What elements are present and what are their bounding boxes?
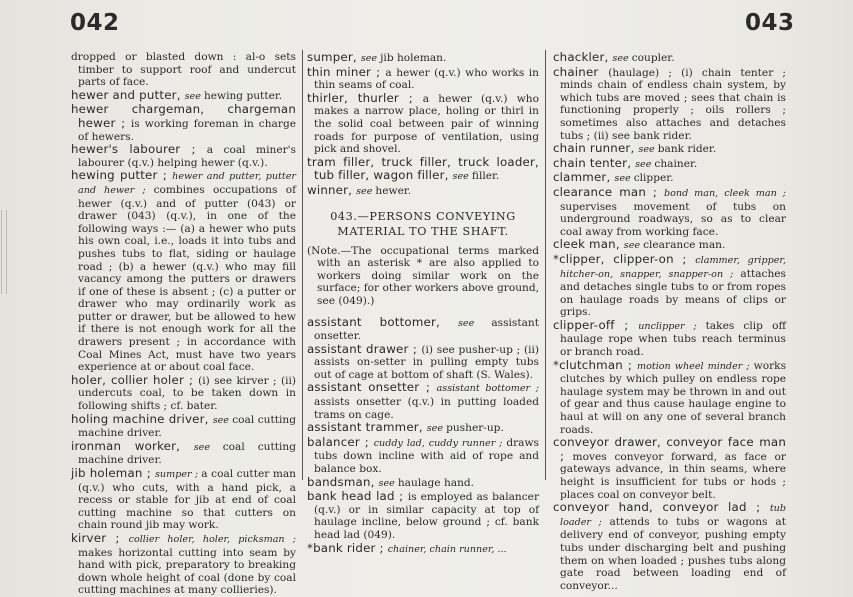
page-number-left: 042	[70, 10, 120, 36]
entry-definition: (i) see pusher-up ; (ii) assists on-setter in pulling empty tubs out of cage at bottom of shaft (S. Wales).	[314, 343, 540, 381]
entry-definition: filler.	[471, 170, 500, 183]
entry-definition: attends to tubs or wagons at delivery end of conveyor, pushing empty tubs under discharging belt and pushing them on when loaded ; pushes tubs along gate road between loading end of conveyor...	[560, 515, 786, 592]
binding-mark	[1, 210, 7, 294]
entry-term: sumper,	[307, 50, 361, 64]
dictionary-entry	[307, 436, 539, 476]
see-reference: see	[635, 158, 655, 170]
entry-definition: coal cutting machine driver.	[78, 440, 296, 467]
see-reference: see	[623, 240, 644, 252]
page-number-right: 043	[745, 10, 795, 36]
entry-term: chain tenter,	[553, 155, 636, 170]
entry-term: assistant bottomer,	[307, 314, 458, 329]
dictionary-entry	[307, 184, 539, 199]
entry-term: holer, collier holer ;	[71, 372, 199, 387]
entry-term: bandsman,	[307, 474, 379, 489]
entry-definition: clipper.	[633, 172, 674, 185]
entry-definition: (haulage) ; (i) chain tenter ; minds chain of endless chain system, by which tubs are moved ; sees that chain is functioning properly ; oils rollers ; sometimes also attaches and detaches tubs ; (ii) see bank rider.	[560, 66, 786, 142]
entry-term: *bank rider ;	[307, 540, 388, 555]
entry-definition: a hewer (q.v.) who works in thin seams of coal.	[314, 66, 539, 92]
entry-definition: pusher-up.	[446, 422, 504, 435]
entry-term: kirver ;	[71, 530, 129, 545]
see-reference: see	[452, 171, 472, 183]
column-divider	[545, 50, 546, 480]
entry-definition: makes horizontal cutting into seam by hand with pick, preparatory to breaking down whole height of coal (done by coal cutting machines at many collieries).	[78, 546, 296, 597]
dictionary-entry	[307, 316, 539, 343]
entry-term: cleek man,	[553, 237, 624, 252]
entry-term: clipper-off ;	[553, 317, 639, 332]
entry-term: clammer,	[553, 170, 615, 185]
entry-synonyms: assistant bottomer ;	[436, 383, 539, 395]
dictionary-entry	[553, 171, 786, 186]
entry-definition: coal cutting machine driver.	[78, 413, 297, 440]
entry-definition: haulage hand.	[397, 476, 475, 489]
dictionary-entry	[553, 66, 786, 143]
dictionary-entry	[553, 142, 786, 157]
entry-term: conveyor drawer, conveyor face man ;	[553, 435, 786, 463]
entry-definition: takes clip off haulage rope when tubs reach terminus or branch road.	[560, 319, 786, 359]
see-reference: see	[378, 477, 398, 489]
dictionary-entry	[71, 413, 296, 440]
dictionary-entry	[71, 89, 296, 104]
dictionary-entry	[71, 51, 296, 89]
entry-synonyms: cuddy lad, cuddy runner ;	[373, 437, 507, 449]
dictionary-entry	[71, 374, 296, 413]
entry-synonyms: unclipper ;	[638, 320, 706, 332]
entry-definition: attaches and detaches single tubs to or from ropes on haulage roads by means of clips or grips.	[560, 267, 786, 319]
dictionary-entry	[553, 186, 786, 238]
dictionary-entry	[553, 319, 786, 359]
entry-synonyms: motion wheel minder ;	[636, 360, 754, 372]
entry-definition: (i) see kirver ; (ii) undercuts coal, to be taken down in following shifts ; cf. bater.	[78, 374, 296, 413]
entry-synonyms: bond man, cleek man ;	[663, 187, 787, 199]
dictionary-entry	[553, 436, 786, 501]
entry-term: hewing putter ;	[71, 168, 173, 183]
entry-definition: chainer.	[654, 157, 698, 170]
entry-term: assistant drawer ;	[307, 341, 422, 356]
column-right	[553, 51, 786, 592]
entry-definition: jib holeman.	[380, 52, 447, 64]
entry-term: conveyor hand, conveyor lad ;	[553, 500, 770, 515]
entry-term: chain runner,	[553, 141, 639, 156]
entry-term: *clipper, clipper-on ;	[553, 251, 696, 266]
entry-term: holing machine driver,	[71, 411, 213, 426]
dictionary-entry	[553, 51, 786, 66]
dictionary-entry	[71, 143, 296, 169]
entry-definition: a coal miner's labourer (q.v.) helping hewer (q.v.).	[78, 144, 296, 169]
dictionary-entry	[307, 421, 539, 436]
dictionary-entry	[553, 359, 786, 437]
entry-definition: a hewer (q.v.) who makes a narrow place, holing or thirl in the solid coal between pair of winning roads for purpose of ventilation, using pick and shovel.	[314, 92, 539, 156]
section-title: 043.—PERSONS CONVEYING MATERIAL TO THE SHAFT.	[330, 209, 516, 238]
entry-definition: works clutches by which pulley on endless rope haulage system may be thrown in and out of gear and thus cause haulage engine to haul at will on any one of several branch roads.	[560, 359, 787, 436]
entry-term: chackler,	[553, 50, 613, 64]
entry-term: tram filler, truck filler, truck loader, tub filler, wagon filler,	[307, 154, 539, 183]
entry-definition: draws tubs down incline with aid of rope and balance box.	[314, 436, 539, 476]
see-reference: see	[426, 423, 447, 435]
entry-definition: assistant onsetter.	[314, 316, 539, 343]
dictionary-entry	[307, 92, 539, 156]
dictionary-entry	[71, 103, 296, 143]
entry-term: assistant trammer,	[307, 420, 427, 435]
entry-definition: is working foreman in charge of hewers.	[78, 117, 296, 143]
section-note: (Note.—The occupational terms marked with an asterisk * are also applied to workers doing similar work on the surface; for other workers above ground, see (049).)	[307, 244, 539, 307]
column-middle	[307, 51, 539, 556]
entry-term: assistant onsetter ;	[307, 380, 437, 395]
entry-definition: dropped or blasted down : al-o sets timber to support roof and undercut parts of face.	[71, 51, 296, 89]
dictionary-entry	[553, 238, 786, 253]
entry-term: thin miner ;	[307, 64, 386, 79]
entry-term: hewer and putter,	[71, 87, 185, 102]
entry-term: winner,	[307, 182, 357, 197]
entry-definition: supervises movement of tubs on underground roadways, so as to clear coal away from working face.	[560, 200, 786, 238]
entry-term: hewer's labourer ;	[71, 142, 207, 157]
entry-term: clearance man ;	[553, 184, 664, 199]
entry-definition: is employed as balancer (q.v.) or in similar capacity at top of haulage incline, below ground ; cf. bank head lad (049).	[314, 491, 540, 541]
dictionary-entry	[553, 253, 786, 319]
see-reference: see	[356, 185, 376, 197]
see-reference: see	[614, 173, 634, 185]
entry-definition: bank rider.	[657, 143, 717, 156]
entry-synonyms: tub loader ;	[560, 503, 786, 528]
entry-term: jib holeman ;	[71, 466, 155, 480]
entry-term: balancer ;	[307, 434, 374, 449]
dictionary-entry	[71, 532, 296, 597]
entry-synonyms: sumper ;	[155, 469, 202, 480]
dictionary-entry	[71, 169, 296, 374]
entry-synonyms: hewer and putter, putter and hewer ;	[78, 171, 297, 196]
entry-definition: clearance man.	[643, 239, 726, 252]
dictionary-entry	[71, 467, 296, 532]
entry-definition: hewing putter.	[203, 89, 283, 102]
see-reference: see	[638, 144, 658, 156]
dictionary-entry	[553, 157, 786, 172]
dictionary-entry	[307, 66, 539, 92]
entry-term: ironman worker,	[71, 438, 194, 453]
dictionary-entry	[307, 156, 539, 184]
entry-definition: moves conveyor forward, as face or gateways advance, in thin seams, where height is insufficient for tubs or hods ; places coal on conveyor belt.	[560, 450, 786, 501]
entry-definition: hewer.	[375, 184, 412, 197]
entry-term: chainer	[553, 64, 609, 79]
dictionary-entry	[307, 490, 539, 541]
column-left	[71, 51, 296, 597]
see-reference: see	[184, 90, 204, 102]
entry-term: thirler, thurler ;	[307, 90, 423, 105]
entry-term: bank head lad ;	[307, 489, 408, 504]
column-divider	[302, 50, 303, 480]
see-reference: see	[360, 53, 381, 64]
dictionary-entry	[553, 501, 786, 592]
dictionary-entry	[307, 542, 539, 557]
see-reference: see	[193, 441, 223, 453]
dictionary-entry	[307, 476, 539, 491]
entry-term: *clutchman ;	[553, 357, 637, 372]
entry-term: hewer chargeman, chargeman hewer ;	[71, 102, 296, 130]
entry-synonyms: collier holer, holer, picksman ;	[128, 533, 296, 545]
see-reference: see	[212, 414, 233, 426]
entry-synonyms: clammer, gripper, hitcher-on, snapper, snapper-on ;	[560, 254, 786, 280]
entry-definition: combines occupations of hewer (q.v.) and of putter (043) or drawer (043) (q.v.), in one of the following ways :— (a) a hewer who puts his own coal, i.e., loads it into tubs and pushes tubs to flat, siding or haulage road ; (b) a hewer (q.v.) who may fill vacancy among the putters or drawers if one of these is absent ; (c) a putter or drawer who may ordinarily work as putter or drawer, but be allowed to hew if there is not enough work for all the drawers present ; in accordance with Coal Mines Act, must have two years experience at or about coal face.	[78, 183, 296, 374]
dictionary-entry	[307, 343, 539, 382]
dictionary-entry	[307, 51, 539, 66]
see-reference: see	[612, 53, 632, 64]
dictionary-entry	[307, 381, 539, 421]
entry-definition: assists onsetter (q.v.) in putting loaded trams on cage.	[314, 396, 539, 421]
dictionary-entry	[71, 440, 296, 467]
entry-synonyms: chainer, chain runner, ...	[387, 543, 507, 555]
see-reference: see	[457, 317, 492, 329]
entry-definition: coupler.	[631, 52, 675, 64]
entry-definition: a coal cutter man (q.v.) who cuts, with a hand pick, a recess or stable for jib at end of coal cutting machine so that cutters on chain round jib may work.	[78, 468, 297, 532]
